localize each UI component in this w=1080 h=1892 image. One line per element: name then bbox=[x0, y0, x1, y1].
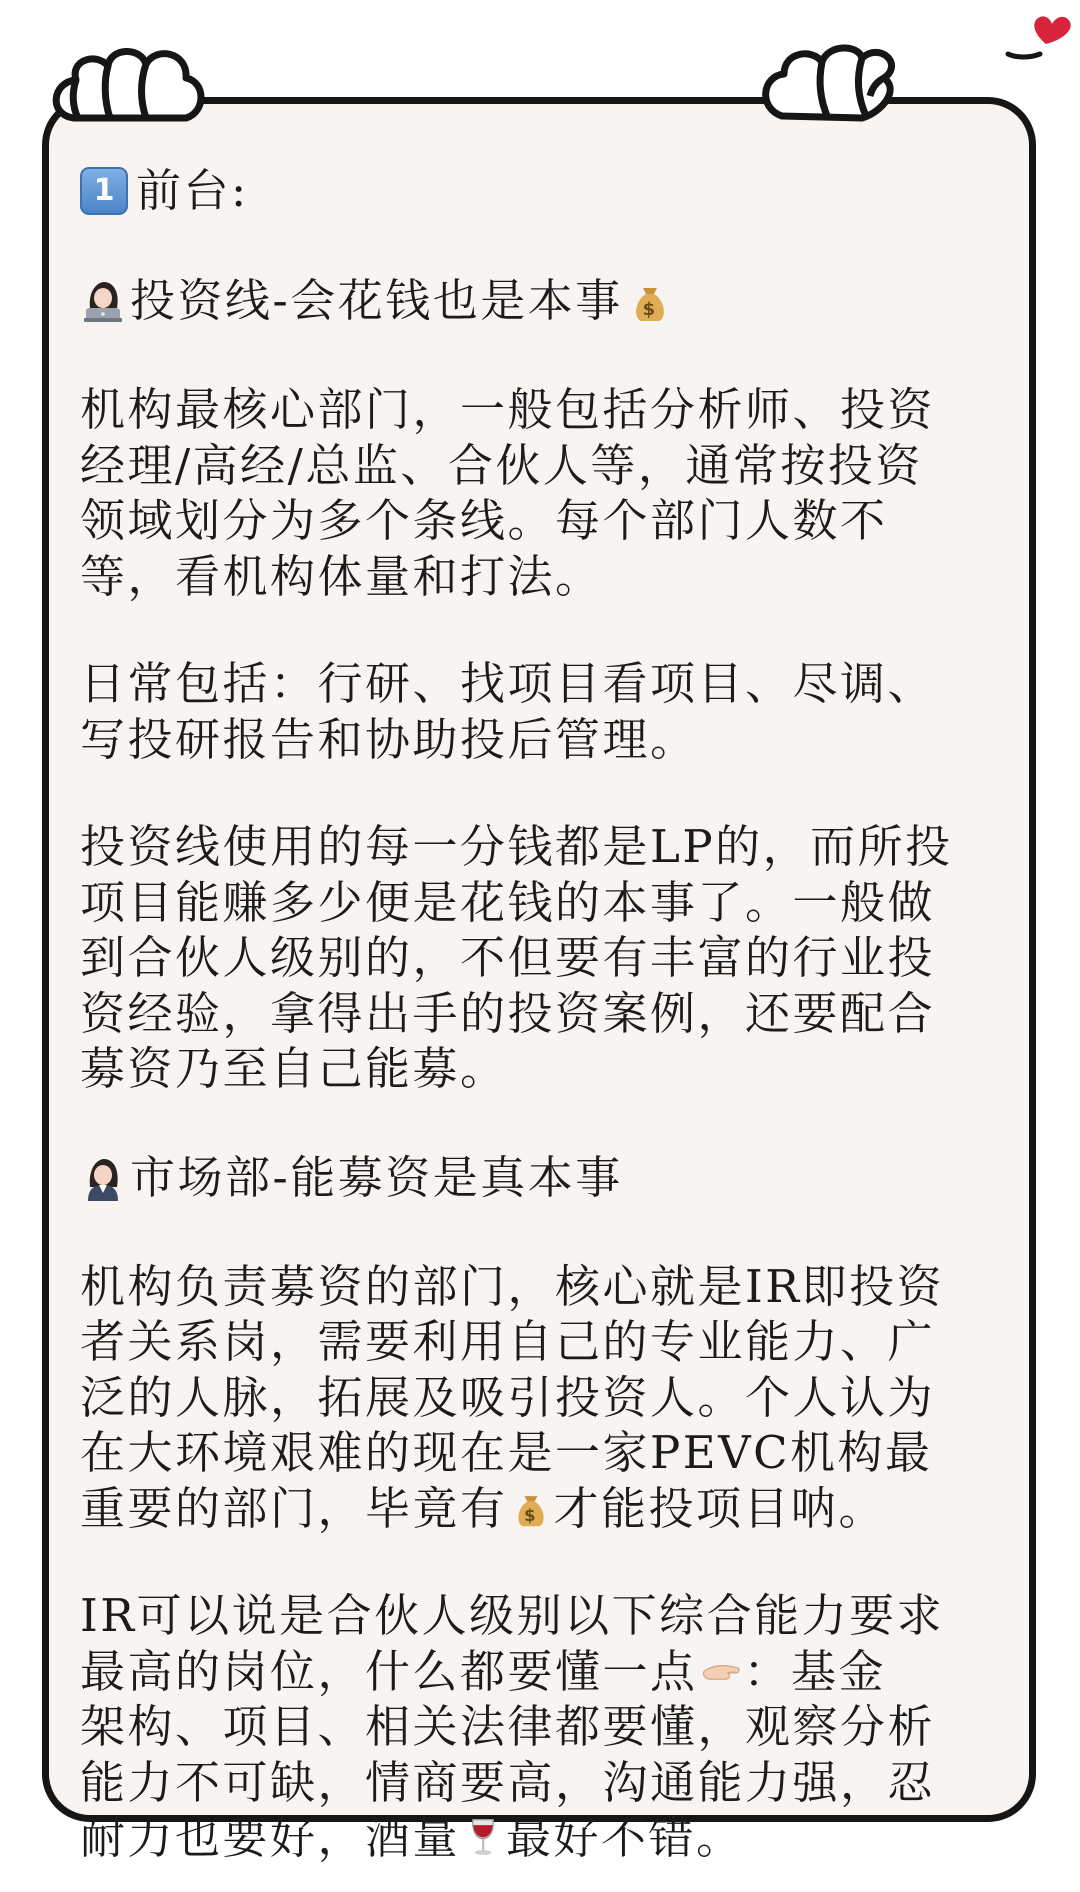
text-line: 能力不可缺，情商要高，沟通能力强，忍 bbox=[80, 1755, 936, 1809]
text-span: 重要的部门，毕竟有 bbox=[80, 1481, 508, 1535]
investment-paragraph-1 bbox=[80, 382, 1005, 604]
text-line: 到合伙人级别的，不但要有丰富的行业投 bbox=[80, 931, 936, 984]
text-line bbox=[80, 1481, 1005, 1537]
market-paragraph-2 bbox=[80, 1588, 1005, 1866]
text-span: 耐力也要好，酒量 bbox=[80, 1811, 461, 1864]
wine-glass-icon bbox=[462, 1815, 504, 1859]
article-content bbox=[80, 162, 1005, 1866]
text-line: 架构、项目、相关法律都要懂，观察分析 bbox=[80, 1700, 936, 1753]
market-paragraph-1 bbox=[80, 1259, 1005, 1537]
text-line: 者关系岗，需要利用自己的专业能力、广 bbox=[80, 1315, 936, 1368]
woman-technologist-icon bbox=[80, 278, 126, 324]
text-line bbox=[80, 1810, 1005, 1866]
svg-text:$: $ bbox=[523, 1505, 538, 1525]
text-span: 才能投项目呐。 bbox=[553, 1481, 887, 1535]
heart-icon bbox=[1008, 16, 1071, 57]
text-line: 机构负责募资的部门，核心就是IR即投资 bbox=[80, 1259, 945, 1313]
money-bag-icon bbox=[510, 1486, 552, 1530]
text-span: 最好不错。 bbox=[506, 1811, 744, 1864]
text-line bbox=[80, 1644, 1005, 1700]
woman-office-worker-icon bbox=[80, 1155, 126, 1201]
text-line: 资经验，拿得出手的投资案例，还要配合 bbox=[80, 986, 936, 1040]
keycap-one-icon: 1 bbox=[80, 167, 128, 215]
market-heading bbox=[80, 1149, 1005, 1207]
text-line: 投资线使用的每一分钱都是LP的，而所投 bbox=[80, 820, 953, 873]
text-line: IR可以说是合伙人级别以下综合能力要求 bbox=[80, 1589, 945, 1642]
svg-text:$: $ bbox=[642, 299, 658, 320]
investment-heading bbox=[80, 272, 1005, 330]
pinching-hand-icon bbox=[700, 1649, 742, 1693]
text-line: 募资乃至自己能募。 bbox=[80, 1042, 508, 1095]
text-line: 等，看机构体量和打法。 bbox=[80, 549, 603, 603]
text-line: 日常包括：行研、找项目看项目、尽调、 bbox=[80, 657, 936, 710]
section-title-text: 前台: bbox=[136, 164, 249, 218]
text-line: 项目能赚多少便是花钱的本事了。一般做 bbox=[80, 875, 936, 929]
text-span: ：基金 bbox=[743, 1644, 887, 1698]
text-line: 在大环境艰难的现在是一家PEVC机构最 bbox=[80, 1426, 933, 1479]
money-bag-icon bbox=[627, 278, 673, 324]
investment-paragraph-3 bbox=[80, 819, 1005, 1097]
text-line: 泛的人脉，拓展及吸引投资人。个人认为 bbox=[80, 1370, 936, 1424]
text-span: 最高的岗位，什么都要懂一点 bbox=[80, 1644, 698, 1698]
text-line: 写投研报告和协助投后管理。 bbox=[80, 712, 698, 766]
investment-paragraph-2 bbox=[80, 656, 1005, 767]
text-line: 领域划分为多个条线。每个部门人数不 bbox=[80, 494, 888, 547]
investment-heading-text: 投资线-会花钱也是本事 bbox=[130, 274, 623, 328]
section-title bbox=[80, 162, 1005, 220]
text-line: 机构最核心部门，一般包括分析师、投资 bbox=[80, 383, 936, 436]
market-heading-text: 市场部-能募资是真本事 bbox=[130, 1150, 623, 1204]
text-line: 经理/高经/总监、合伙人等，通常按投资 bbox=[80, 438, 923, 492]
